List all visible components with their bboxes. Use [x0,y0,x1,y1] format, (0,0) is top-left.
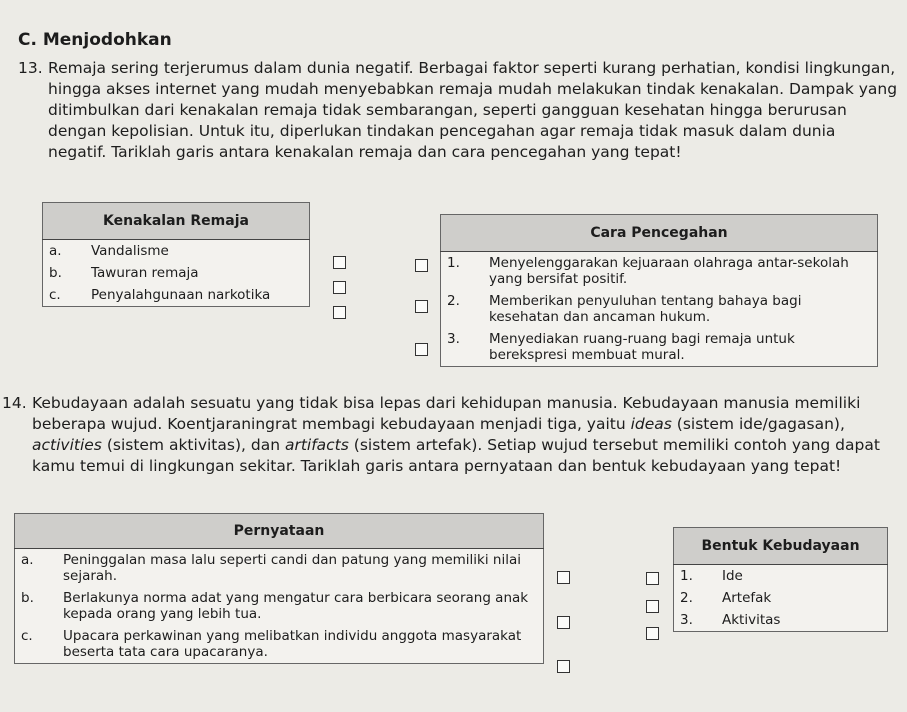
match-checkbox-c[interactable] [333,306,346,319]
table-row: 3. Aktivitas [680,612,781,628]
question-text: Kebudayaan adalah sesuatu yang tidak bisa lepas dari kehidupan manusia. Kebudayaan manusia memiliki beberapa wujud. Koentjaraningrat membagi kebudayaan menjadi tiga, yaitu ideas (sistem ide/gagasan), activities (sistem aktivitas), dan artifacts (sistem artefak). Setiap wujud tersebut memiliki contoh yang dapat kamu temui di lingkungan sekitar. Tariklah garis antara pernyataan dan bentuk kebudayaan yang tepat! [32,394,880,475]
table-row: 2. Artefak [680,590,772,606]
table-header: Cara Pencegahan [441,215,878,252]
question-number: 14. [2,394,27,412]
match-checkbox-b[interactable] [557,616,570,629]
match-checkbox-a[interactable] [557,571,570,584]
bentuk-kebudayaan-table [673,527,888,632]
table-row: c. Upacara perkawinan yang melibatkan individu anggota masyarakat beserta tata cara upacaranya. [21,628,522,660]
match-checkbox-2[interactable] [415,300,428,313]
kenakalan-remaja-table [42,202,310,307]
match-checkbox-1[interactable] [646,572,659,585]
table-header: Bentuk Kebudayaan [674,528,888,565]
match-checkbox-a[interactable] [333,256,346,269]
match-checkbox-3[interactable] [415,343,428,356]
table-row: a. Peninggalan masa lalu seperti candi dan patung yang memiliki nilai sejarah. [21,552,521,584]
match-checkbox-1[interactable] [415,259,428,272]
table-row: 2. Memberikan penyuluhan tentang bahaya bagi kesehatan dan ancaman hukum. [447,293,802,325]
section-title: C. Menjodohkan [18,30,172,50]
match-checkbox-2[interactable] [646,600,659,613]
table-row: a. Vandalisme [49,243,169,259]
pernyataan-table [14,513,544,664]
table-row: c. Penyalahgunaan narkotika [49,287,271,303]
match-checkbox-c[interactable] [557,660,570,673]
table-header: Kenakalan Remaja [43,203,310,240]
table-row: 1. Ide [680,568,743,584]
table-row: b. Tawuran remaja [49,265,199,281]
cara-pencegahan-table [440,214,878,367]
table-row: b. Berlakunya norma adat yang mengatur cara berbicara seorang anak kepada orang yang lebih tua. [21,590,529,622]
question-text: Remaja sering terjerumus dalam dunia negatif. Berbagai faktor seperti kurang perhatian, kondisi lingkungan, hingga akses internet yang mudah menyebabkan remaja mudah melakukan tindak kenakalan. Dampak yang ditimbulkan dari kenakalan remaja tidak sembarangan, seperti gangguan kesehatan hingga berurusan dengan kepolisian. Untuk itu, diperlukan tindakan pencegahan agar remaja tidak masuk dalam dunia negatif. Tariklah garis antara kenakalan remaja dan cara pencegahan yang tepat! [48,59,898,161]
table-row: 1. Menyelenggarakan kejuaraan olahraga antar-sekolah yang bersifat positif. [447,255,849,287]
table-header: Pernyataan [15,514,544,549]
match-checkbox-3[interactable] [646,627,659,640]
question-number: 13. [18,59,43,77]
match-checkbox-b[interactable] [333,281,346,294]
table-row: 3. Menyediakan ruang-ruang bagi remaja untuk berekspresi membuat mural. [447,331,795,363]
